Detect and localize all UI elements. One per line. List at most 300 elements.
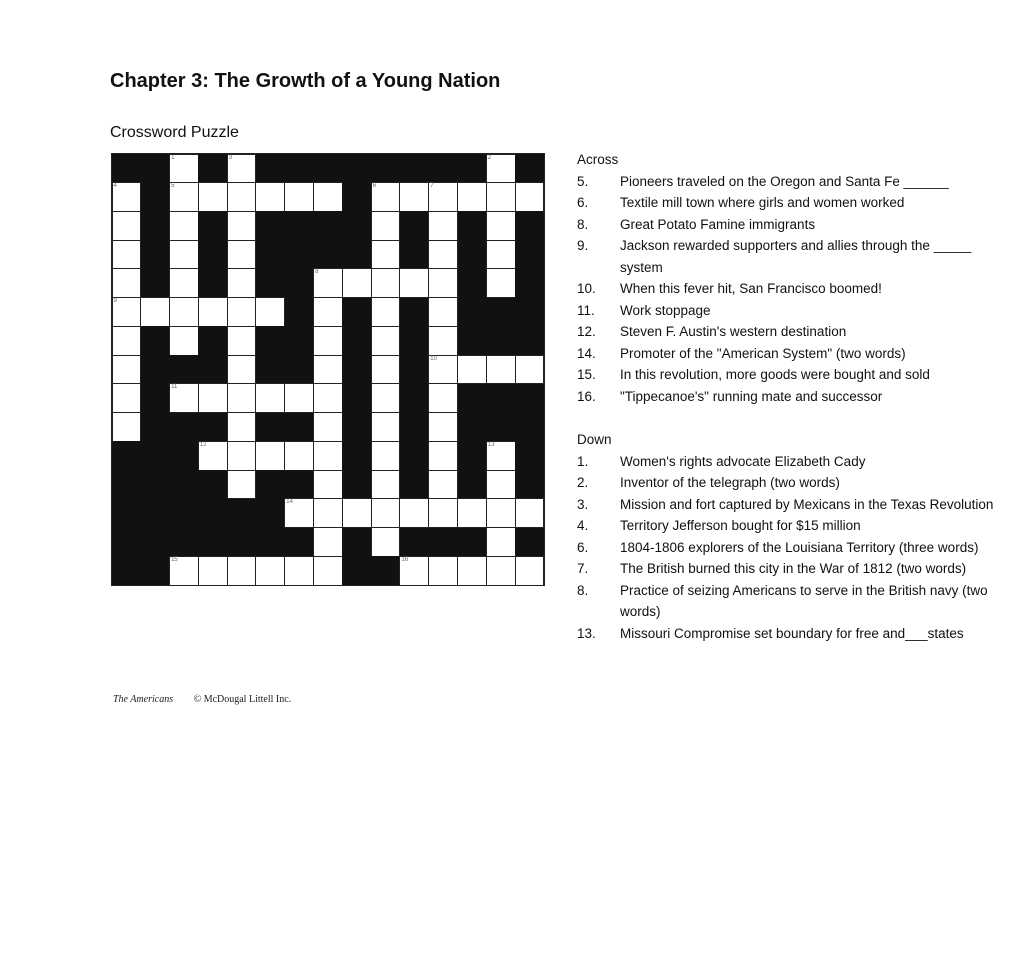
crossword-block (112, 528, 141, 557)
clue-number: 9 (113, 298, 117, 305)
clue-number: 7 (430, 183, 434, 190)
crossword-block (458, 326, 487, 355)
clue-number: 16 (401, 556, 409, 563)
across-heading: Across (577, 152, 619, 167)
crossword-block (400, 413, 429, 442)
crossword-cell[interactable] (342, 268, 372, 298)
crossword-block (458, 413, 487, 442)
crossword-block (314, 211, 343, 240)
crossword-cell[interactable] (486, 441, 516, 471)
across-clue (577, 171, 997, 193)
across-clue (577, 278, 997, 300)
crossword-cell[interactable] (371, 383, 401, 413)
clue-number: 1 (171, 154, 175, 161)
crossword-block (314, 154, 343, 183)
down-clue (577, 494, 997, 516)
crossword-cell[interactable] (428, 268, 458, 298)
crossword-block (256, 154, 285, 183)
down-clue (577, 515, 997, 537)
crossword-cell[interactable] (284, 182, 314, 212)
down-clue (577, 580, 997, 623)
crossword-cell[interactable] (169, 154, 199, 184)
clue-number-label: 7. (577, 561, 589, 576)
crossword-block (400, 326, 429, 355)
clue-number: 13 (487, 441, 495, 448)
crossword-block (198, 499, 227, 528)
crossword-block (285, 528, 314, 557)
crossword-block (458, 298, 487, 327)
crossword-block (112, 470, 141, 499)
crossword-cell[interactable] (428, 383, 458, 413)
crossword-cell[interactable] (112, 268, 142, 298)
crossword-block (515, 240, 544, 269)
clue-number: 11 (171, 384, 178, 391)
crossword-cell[interactable] (140, 297, 170, 327)
crossword-cell[interactable] (169, 211, 199, 241)
crossword-cell[interactable] (313, 441, 343, 471)
crossword-block (198, 154, 227, 183)
down-clue (577, 472, 997, 494)
crossword-cell[interactable] (486, 182, 516, 212)
crossword-block (400, 470, 429, 499)
crossword-cell[interactable] (112, 355, 142, 385)
crossword-block (256, 326, 285, 355)
crossword-cell[interactable] (313, 182, 343, 212)
crossword-block (314, 240, 343, 269)
crossword-block (198, 240, 227, 269)
crossword-block (198, 269, 227, 298)
across-clue (577, 214, 997, 236)
clue-number-label: 2. (577, 475, 589, 490)
crossword-cell[interactable] (486, 240, 516, 270)
across-clue (577, 364, 997, 386)
clue-number-label: 8. (577, 582, 589, 598)
crossword-block (458, 470, 487, 499)
crossword-cell[interactable] (198, 441, 228, 471)
crossword-cell[interactable] (371, 211, 401, 241)
crossword-cell[interactable] (428, 470, 458, 500)
across-clue (577, 386, 997, 408)
crossword-block (342, 556, 371, 585)
crossword-block (285, 240, 314, 269)
crossword-cell[interactable] (284, 441, 314, 471)
crossword-block (170, 413, 199, 442)
crossword-cell[interactable] (112, 182, 142, 212)
crossword-block (141, 499, 170, 528)
crossword-cell[interactable] (371, 240, 401, 270)
crossword-cell[interactable] (399, 498, 429, 528)
crossword-block (342, 413, 371, 442)
crossword-cell[interactable] (227, 268, 257, 298)
crossword-cell[interactable] (227, 470, 257, 500)
crossword-cell[interactable] (313, 297, 343, 327)
crossword-block (256, 240, 285, 269)
crossword-block (342, 298, 371, 327)
crossword-block (198, 326, 227, 355)
down-clue (577, 537, 997, 559)
clue-text: Textile mill town where girls and women worked (620, 195, 905, 210)
crossword-cell[interactable] (227, 441, 257, 471)
across-clues (577, 171, 997, 408)
crossword-block (285, 470, 314, 499)
crossword-block (112, 556, 141, 585)
crossword-block (141, 384, 170, 413)
crossword-block (458, 269, 487, 298)
clue-number: 8 (315, 269, 319, 276)
crossword-block (198, 470, 227, 499)
crossword-block (342, 441, 371, 470)
crossword-cell[interactable] (112, 297, 142, 327)
clue-text: Missouri Compromise set boundary for free and___states (620, 625, 964, 641)
page-title: Chapter 3: The Growth of a Young Nation (110, 70, 501, 92)
crossword-block (256, 355, 285, 384)
down-clue (577, 558, 997, 580)
crossword-grid (111, 153, 545, 586)
crossword-block (285, 211, 314, 240)
clue-text: 1804-1806 explorers of the Louisiana Territory (three words) (620, 539, 979, 555)
crossword-block (198, 413, 227, 442)
crossword-block (515, 413, 544, 442)
across-clue (577, 235, 997, 278)
crossword-block (141, 528, 170, 557)
crossword-cell[interactable] (112, 326, 142, 356)
clue-text: The British burned this city in the War of 1812 (two words) (620, 561, 967, 576)
down-clues (577, 451, 997, 645)
crossword-block (515, 384, 544, 413)
crossword-block (371, 154, 400, 183)
crossword-cell[interactable] (227, 412, 257, 442)
crossword-cell[interactable] (486, 154, 516, 184)
crossword-cell[interactable] (112, 383, 142, 413)
crossword-cell[interactable] (457, 556, 487, 586)
crossword-block (515, 470, 544, 499)
crossword-cell[interactable] (169, 268, 199, 298)
crossword-block (170, 499, 199, 528)
crossword-cell[interactable] (428, 556, 458, 586)
crossword-cell[interactable] (112, 240, 142, 270)
clue-number: 5 (171, 183, 175, 190)
crossword-block (515, 326, 544, 355)
crossword-cell[interactable] (428, 412, 458, 442)
crossword-cell[interactable] (428, 498, 458, 528)
crossword-cell[interactable] (169, 182, 199, 212)
crossword-block (141, 183, 170, 212)
clue-text: Territory Jefferson bought for $15 million (620, 518, 861, 533)
crossword-block (141, 355, 170, 384)
crossword-block (515, 528, 544, 557)
crossword-cell[interactable] (515, 355, 545, 385)
crossword-block (256, 211, 285, 240)
crossword-block (256, 413, 285, 442)
crossword-cell[interactable] (486, 211, 516, 241)
crossword-block (141, 470, 170, 499)
crossword-cell[interactable] (313, 498, 343, 528)
crossword-block (342, 355, 371, 384)
crossword-cell[interactable] (255, 383, 285, 413)
crossword-block (112, 441, 141, 470)
clue-text: Pioneers traveled on the Oregon and Santa Fe ______ (620, 173, 949, 189)
crossword-block (429, 528, 458, 557)
crossword-block (515, 154, 544, 183)
down-clue (577, 451, 997, 473)
crossword-block (515, 269, 544, 298)
clue-number: 2 (487, 154, 492, 161)
crossword-cell[interactable] (371, 182, 401, 212)
crossword-block (256, 499, 285, 528)
crossword-cell[interactable] (486, 498, 516, 528)
crossword-block (486, 413, 515, 442)
crossword-cell[interactable] (428, 240, 458, 270)
crossword-cell[interactable] (428, 211, 458, 241)
crossword-cell[interactable] (313, 412, 343, 442)
crossword-cell[interactable] (486, 268, 516, 298)
clue-number-label: 1. (577, 453, 589, 469)
clue-text: Work stoppage (620, 302, 711, 318)
crossword-block (486, 384, 515, 413)
crossword-cell[interactable] (371, 297, 401, 327)
crossword-cell[interactable] (198, 383, 228, 413)
crossword-cell[interactable] (399, 556, 429, 586)
crossword-block (170, 441, 199, 470)
crossword-cell[interactable] (428, 182, 458, 212)
across-clue (577, 343, 997, 365)
crossword-block (458, 528, 487, 557)
clue-text: In this revolution, more goods were bought and sold (620, 367, 930, 382)
crossword-cell[interactable] (342, 498, 372, 528)
clue-text: Inventor of the telegraph (two words) (620, 475, 840, 490)
crossword-block (256, 269, 285, 298)
crossword-cell[interactable] (486, 527, 516, 557)
crossword-cell[interactable] (198, 556, 228, 586)
clue-number-label: 8. (577, 216, 589, 232)
clue-number: 12 (199, 441, 207, 448)
crossword-cell[interactable] (169, 383, 199, 413)
clue-number-label: 13. (577, 625, 596, 641)
crossword-cell[interactable] (371, 355, 401, 385)
crossword-cell[interactable] (313, 383, 343, 413)
clue-number-label: 14. (577, 345, 596, 361)
crossword-cell[interactable] (515, 182, 545, 212)
publication-name: The Americans (113, 694, 174, 705)
crossword-cell[interactable] (198, 297, 228, 327)
down-clue (577, 623, 997, 645)
crossword-cell[interactable] (371, 326, 401, 356)
crossword-block (141, 556, 170, 585)
crossword-block (198, 355, 227, 384)
crossword-cell[interactable] (313, 326, 343, 356)
crossword-cell[interactable] (486, 556, 516, 586)
crossword-cell[interactable] (371, 498, 401, 528)
crossword-cell[interactable] (284, 556, 314, 586)
crossword-block (458, 240, 487, 269)
crossword-block (141, 326, 170, 355)
clue-number-label: 16. (577, 388, 596, 404)
clue-number-label: 10. (577, 281, 596, 296)
crossword-block (342, 470, 371, 499)
crossword-cell[interactable] (515, 498, 545, 528)
crossword-block (285, 413, 314, 442)
crossword-block (141, 154, 170, 183)
down-heading: Down (577, 432, 612, 447)
puzzle-subtitle: Crossword Puzzle (110, 124, 239, 141)
crossword-cell[interactable] (227, 154, 257, 184)
crossword-block (342, 211, 371, 240)
crossword-block (458, 154, 487, 183)
clue-number: 6 (372, 183, 377, 190)
clue-text: Great Potato Famine immigrants (620, 216, 816, 232)
crossword-block (458, 211, 487, 240)
crossword-cell[interactable] (399, 268, 429, 298)
clue-text: When this fever hit, San Francisco boomed! (620, 281, 882, 296)
crossword-block (400, 154, 429, 183)
crossword-cell[interactable] (112, 412, 142, 442)
crossword-cell[interactable] (227, 182, 257, 212)
crossword-cell[interactable] (255, 556, 285, 586)
crossword-block (285, 154, 314, 183)
crossword-cell[interactable] (399, 182, 429, 212)
clue-text: Promoter of the "American System" (two words) (620, 345, 906, 361)
crossword-block (486, 298, 515, 327)
crossword-block (400, 441, 429, 470)
clue-text: "Tippecanoe's" running mate and successor (620, 388, 883, 404)
crossword-block (342, 326, 371, 355)
crossword-cell[interactable] (486, 355, 516, 385)
crossword-cell[interactable] (457, 498, 487, 528)
crossword-block (342, 384, 371, 413)
clue-number: 10 (430, 355, 437, 362)
crossword-block (227, 528, 256, 557)
crossword-cell[interactable] (313, 355, 343, 385)
crossword-block (515, 441, 544, 470)
crossword-block (141, 441, 170, 470)
crossword-block (285, 298, 314, 327)
clue-text: Steven F. Austin's western destination (620, 324, 847, 339)
clue-number-label: 12. (577, 324, 596, 339)
crossword-block (198, 211, 227, 240)
crossword-cell[interactable] (227, 326, 257, 356)
clue-number: 3 (228, 154, 233, 161)
crossword-cell[interactable] (284, 383, 314, 413)
crossword-cell[interactable] (255, 297, 285, 327)
clue-number-label: 4. (577, 518, 589, 533)
crossword-cell[interactable] (371, 527, 401, 557)
clue-number-label: 5. (577, 173, 589, 189)
crossword-block (285, 326, 314, 355)
crossword-cell[interactable] (313, 268, 343, 298)
crossword-cell[interactable] (284, 498, 314, 528)
crossword-block (141, 211, 170, 240)
crossword-block (429, 154, 458, 183)
across-clue (577, 192, 997, 214)
clue-number-label: 9. (577, 238, 589, 253)
crossword-block (458, 384, 487, 413)
crossword-cell[interactable] (227, 240, 257, 270)
crossword-cell[interactable] (313, 470, 343, 500)
crossword-block (400, 384, 429, 413)
crossword-block (342, 154, 371, 183)
crossword-cell[interactable] (371, 268, 401, 298)
clue-number-label: 15. (577, 367, 596, 382)
crossword-cell[interactable] (371, 470, 401, 500)
crossword-block (141, 269, 170, 298)
clue-number: 14 (286, 499, 293, 506)
crossword-block (285, 355, 314, 384)
crossword-cell[interactable] (515, 556, 545, 586)
crossword-cell[interactable] (255, 182, 285, 212)
clue-text: Mission and fort captured by Mexicans in the Texas Revolution (620, 496, 994, 512)
crossword-cell[interactable] (313, 556, 343, 586)
across-clue (577, 300, 997, 322)
crossword-block (342, 528, 371, 557)
crossword-block (400, 355, 429, 384)
crossword-cell[interactable] (371, 412, 401, 442)
clue-text: Practice of seizing Americans to serve in the British navy (two words) (620, 582, 988, 619)
crossword-cell[interactable] (169, 326, 199, 356)
crossword-block (515, 298, 544, 327)
crossword-cell[interactable] (428, 297, 458, 327)
footer (113, 694, 291, 705)
crossword-cell[interactable] (486, 470, 516, 500)
crossword-cell[interactable] (428, 355, 458, 385)
crossword-cell[interactable] (169, 240, 199, 270)
crossword-block (342, 240, 371, 269)
crossword-block (371, 556, 400, 585)
clue-number: 4 (113, 183, 117, 190)
clue-number-label: 6. (577, 539, 589, 555)
crossword-block (141, 240, 170, 269)
crossword-block (170, 470, 199, 499)
crossword-block (256, 528, 285, 557)
crossword-block (400, 528, 429, 557)
crossword-cell[interactable] (227, 355, 257, 385)
crossword-cell[interactable] (227, 556, 257, 586)
crossword-block (400, 298, 429, 327)
crossword-cell[interactable] (313, 527, 343, 557)
clue-number: 15 (171, 556, 178, 563)
crossword-block (227, 499, 256, 528)
crossword-cell[interactable] (227, 211, 257, 241)
crossword-block (112, 154, 141, 183)
across-clue (577, 321, 997, 343)
crossword-cell[interactable] (428, 326, 458, 356)
crossword-block (170, 355, 199, 384)
crossword-block (400, 240, 429, 269)
crossword-block (458, 441, 487, 470)
crossword-cell[interactable] (255, 441, 285, 471)
clue-text: Women's rights advocate Elizabeth Cady (620, 453, 866, 469)
crossword-cell[interactable] (457, 355, 487, 385)
crossword-cell[interactable] (457, 182, 487, 212)
crossword-block (285, 269, 314, 298)
crossword-cell[interactable] (198, 182, 228, 212)
copyright-notice: © McDougal Littell Inc. (193, 694, 292, 705)
crossword-cell[interactable] (112, 211, 142, 241)
crossword-block (515, 211, 544, 240)
crossword-cell[interactable] (371, 441, 401, 471)
crossword-block (400, 211, 429, 240)
clue-number-label: 11. (577, 302, 595, 318)
crossword-block (486, 326, 515, 355)
crossword-cell[interactable] (428, 441, 458, 471)
crossword-cell[interactable] (227, 383, 257, 413)
crossword-cell[interactable] (169, 297, 199, 327)
crossword-block (112, 499, 141, 528)
clue-number-label: 6. (577, 195, 589, 210)
crossword-block (141, 413, 170, 442)
crossword-cell[interactable] (227, 297, 257, 327)
crossword-cell[interactable] (169, 556, 199, 586)
crossword-block (256, 470, 285, 499)
